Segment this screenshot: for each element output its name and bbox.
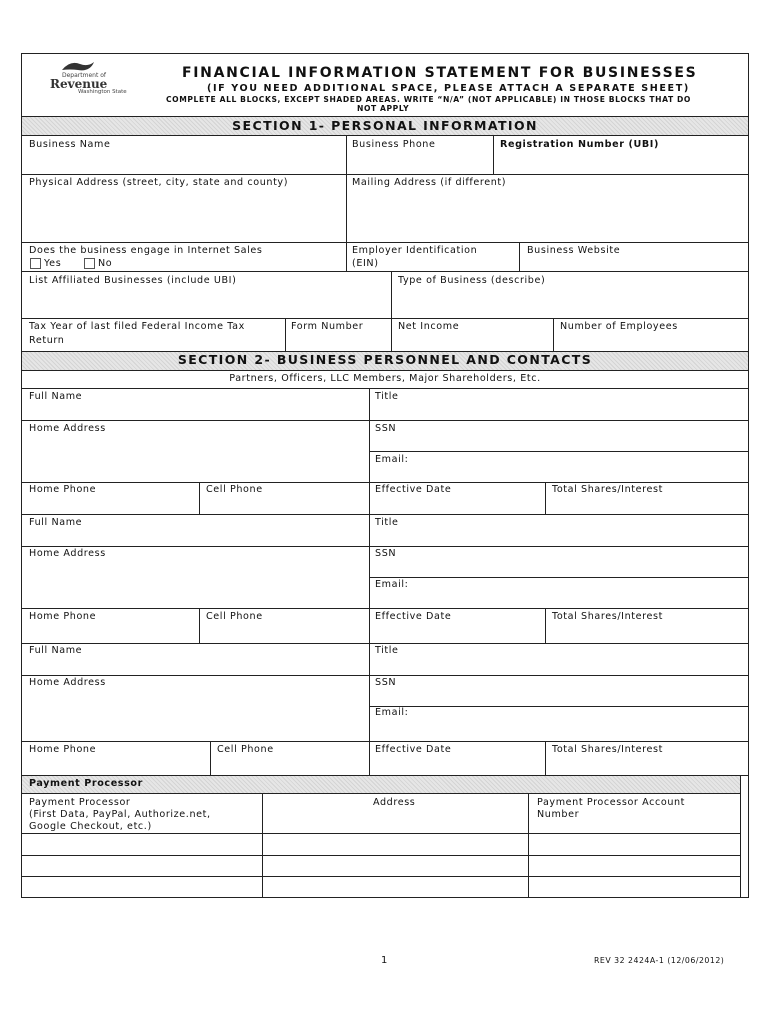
person2-email-field[interactable]: Email: <box>375 579 409 590</box>
revision-code: REV 32 2424A-1 (12/06/2012) <box>594 956 725 965</box>
person3-cell-phone-field[interactable]: Cell Phone <box>217 744 274 755</box>
logo-sub-text: Washington State <box>78 89 127 95</box>
person2-title-field[interactable]: Title <box>375 517 399 528</box>
instructions-line1: COMPLETE ALL BLOCKS, EXCEPT SHADED AREAS. WRITE “N/A” (NOT APPLICABLE) IN THOSE BLOCKS THAT DO <box>166 95 691 104</box>
payment-processor-col-header-line3: Google Checkout, etc.) <box>29 821 152 832</box>
mailing-address-field[interactable]: Mailing Address (if different) <box>352 177 507 188</box>
person3-home-address-field[interactable]: Home Address <box>29 677 106 688</box>
affiliated-businesses-field[interactable]: List Affiliated Businesses (include UBI) <box>29 275 237 286</box>
payment-account-col-header: Payment Processor Account <box>537 797 686 808</box>
person3-total-shares-field[interactable]: Total Shares/Interest <box>552 744 663 755</box>
person3-title-field[interactable]: Title <box>375 645 399 656</box>
person1-total-shares-field[interactable]: Total Shares/Interest <box>552 484 663 495</box>
person1-title-field[interactable]: Title <box>375 391 399 402</box>
person2-home-phone-field[interactable]: Home Phone <box>29 611 97 622</box>
payment-address-col-header: Address <box>373 797 416 808</box>
person3-ssn-field[interactable]: SSN <box>375 677 397 688</box>
ein-field[interactable]: Employer Identification <box>352 245 478 256</box>
person1-email-field[interactable]: Email: <box>375 454 409 465</box>
internet-sales-yes-checkbox[interactable] <box>30 258 41 269</box>
person1-full-name-field[interactable]: Full Name <box>29 391 83 402</box>
payment-account-col-header-line2: Number <box>537 809 580 820</box>
type-of-business-field[interactable]: Type of Business (describe) <box>398 275 546 286</box>
business-phone-field[interactable]: Business Phone <box>352 139 436 150</box>
page-number: 1 <box>381 955 388 966</box>
number-of-employees-field[interactable]: Number of Employees <box>560 321 678 332</box>
internet-sales-no-checkbox[interactable] <box>84 258 95 269</box>
person2-cell-phone-field[interactable]: Cell Phone <box>206 611 263 622</box>
section2-title: SECTION 2- BUSINESS PERSONNEL AND CONTACTS <box>177 352 593 367</box>
person2-ssn-field[interactable]: SSN <box>375 548 397 559</box>
internet-sales-no-label: No <box>98 258 113 269</box>
payment-processor-col-header: Payment Processor <box>29 797 131 808</box>
ein-field-line2: (EIN) <box>352 258 379 269</box>
internet-sales-label: Does the business engage in Internet Sales <box>29 245 263 256</box>
form-number-field[interactable]: Form Number <box>291 321 364 332</box>
person3-effective-date-field[interactable]: Effective Date <box>375 744 452 755</box>
payment-processor-col-header-line2: (First Data, PayPal, Authorize.net, <box>29 809 211 820</box>
business-website-field[interactable]: Business Website <box>527 245 621 256</box>
person2-full-name-field[interactable]: Full Name <box>29 517 83 528</box>
net-income-field[interactable]: Net Income <box>398 321 460 332</box>
tax-year-field-line2: Return <box>29 335 65 346</box>
person1-home-address-field[interactable]: Home Address <box>29 423 106 434</box>
person2-home-address-field[interactable]: Home Address <box>29 548 106 559</box>
physical-address-field[interactable]: Physical Address (street, city, state and county) <box>29 177 289 188</box>
person1-effective-date-field[interactable]: Effective Date <box>375 484 452 495</box>
person1-home-phone-field[interactable]: Home Phone <box>29 484 97 495</box>
person3-full-name-field[interactable]: Full Name <box>29 645 83 656</box>
logo-top-text: Department of <box>62 72 106 79</box>
person2-effective-date-field[interactable]: Effective Date <box>375 611 452 622</box>
ubi-field[interactable]: Registration Number (UBI) <box>500 139 659 150</box>
page-subtitle: (IF YOU NEED ADDITIONAL SPACE, PLEASE ATTACH A SEPARATE SHEET) <box>207 83 690 94</box>
person2-total-shares-field[interactable]: Total Shares/Interest <box>552 611 663 622</box>
person1-ssn-field[interactable]: SSN <box>375 423 397 434</box>
business-name-field[interactable]: Business Name <box>29 139 111 150</box>
instructions-line2: NOT APPLY <box>357 104 410 113</box>
person3-email-field[interactable]: Email: <box>375 707 409 718</box>
section1-title: SECTION 1- PERSONAL INFORMATION <box>232 118 538 133</box>
section2-subtitle: Partners, Officers, LLC Members, Major Shareholders, Etc. <box>229 373 541 384</box>
tax-year-field[interactable]: Tax Year of last filed Federal Income Tax <box>29 321 245 332</box>
logo-main-text: Revenue <box>50 77 108 91</box>
page-title: FINANCIAL INFORMATION STATEMENT FOR BUSINESSES <box>182 65 698 81</box>
person3-home-phone-field[interactable]: Home Phone <box>29 744 97 755</box>
person1-cell-phone-field[interactable]: Cell Phone <box>206 484 263 495</box>
payment-processor-title: Payment Processor <box>29 778 143 789</box>
internet-sales-yes-label: Yes <box>44 258 62 269</box>
